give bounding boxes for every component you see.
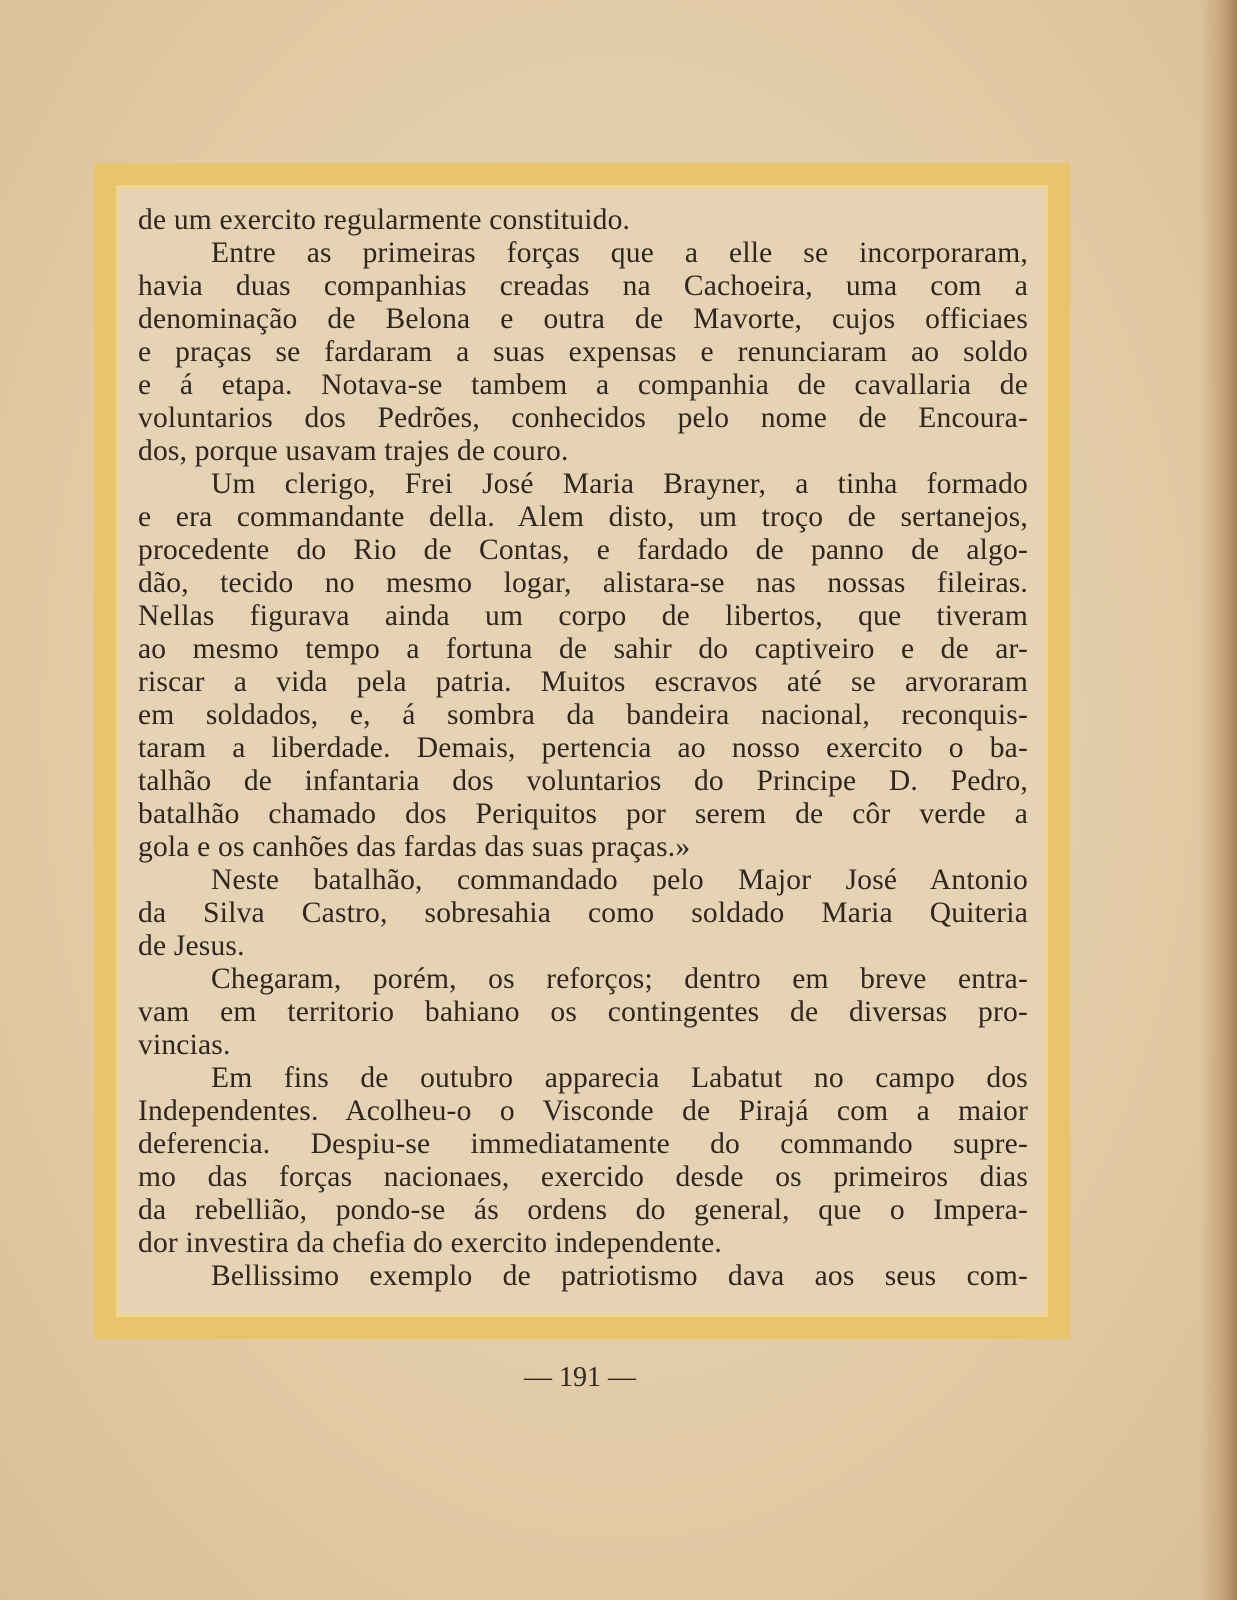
text-line: dos, porque usavam trajes de couro. <box>138 435 569 467</box>
text-line: dão, tecido no mesmo logar, alistara-se nas nossas fileiras. <box>138 567 1028 599</box>
text-line: gola e os canhões das fardas das suas praças.» <box>138 831 691 863</box>
text-line: de um exercito regularmente constituido. <box>138 204 631 236</box>
text-line: Neste batalhão, commandado pelo Major José Antonio <box>211 864 1028 896</box>
text-line: taram a liberdade. Demais, pertencia ao nosso exercito o ba- <box>138 732 1028 764</box>
text-line: e era commandante della. Alem disto, um troço de sertanejos, <box>138 501 1028 533</box>
text-line: Independentes. Acolheu-o o Visconde de Pirajá com a maior <box>138 1095 1028 1127</box>
text-line: Bellissimo exemplo de patriotismo dava aos seus com- <box>211 1260 1028 1292</box>
text-line: talhão de infantaria dos voluntarios do Principe D. Pedro, <box>138 765 1028 797</box>
text-line: Um clerigo, Frei José Maria Brayner, a tinha formado <box>211 468 1028 500</box>
text-line: procedente do Rio de Contas, e fardado de panno de algo- <box>138 534 1028 566</box>
page-edge-shadow <box>1199 0 1237 1600</box>
text-line: Em fins de outubro apparecia Labatut no campo dos <box>211 1062 1028 1094</box>
text-line: riscar a vida pela patria. Muitos escravos até se arvoraram <box>138 666 1028 698</box>
text-line: Chegaram, porém, os reforços; dentro em breve entra- <box>211 963 1028 995</box>
text-line: vam em territorio bahiano os contingentes de diversas pro- <box>138 996 1028 1028</box>
text-line: e á etapa. Notava-se tambem a companhia de cavallaria de <box>138 369 1028 401</box>
text-line: dor investira da chefia do exercito independente. <box>138 1227 722 1259</box>
text-line: e praças se fardaram a suas expensas e renunciaram ao soldo <box>138 336 1028 368</box>
text-line: denominação de Belona e outra de Mavorte, cujos officiaes <box>138 303 1028 335</box>
body-text <box>138 204 1028 1293</box>
page-number: — 191 — <box>524 1362 636 1393</box>
text-line: da Silva Castro, sobresahia como soldado Maria Quiteria <box>138 897 1028 929</box>
text-line: ao mesmo tempo a fortuna de sahir do captiveiro e de ar- <box>138 633 1028 665</box>
text-line: da rebellião, pondo-se ás ordens do general, que o Impera- <box>138 1194 1028 1226</box>
text-line: deferencia. Despiu-se immediatamente do commando supre- <box>138 1128 1028 1160</box>
text-line: de Jesus. <box>138 930 245 962</box>
text-line: Entre as primeiras forças que a elle se incorporaram, <box>211 237 1028 269</box>
text-line: mo das forças nacionaes, exercido desde os primeiros dias <box>138 1161 1028 1193</box>
text-line: voluntarios dos Pedrões, conhecidos pelo nome de Encoura- <box>138 402 1028 434</box>
text-line: em soldados, e, á sombra da bandeira nacional, reconquis- <box>138 699 1028 731</box>
text-line: havia duas companhias creadas na Cachoeira, uma com a <box>138 270 1028 302</box>
text-line: vincias. <box>138 1029 231 1061</box>
text-line: Nellas figurava ainda um corpo de libertos, que tiveram <box>138 600 1028 632</box>
text-line: batalhão chamado dos Periquitos por serem de côr verde a <box>138 798 1028 830</box>
